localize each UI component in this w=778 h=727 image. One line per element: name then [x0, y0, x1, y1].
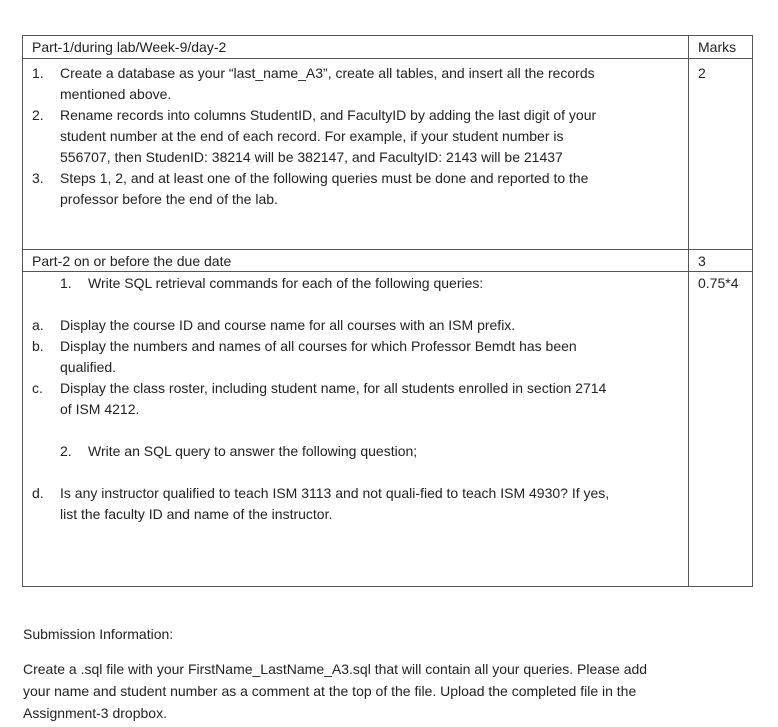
part2-q1-number: 1. — [60, 275, 72, 291]
part1-item-3-line-2: professor before the end of the lab. — [60, 191, 278, 207]
sub-item-b-letter: b. — [32, 338, 44, 354]
sub-item-c-line-2: of ISM 4212. — [60, 401, 140, 417]
part1-item-3-number: 3. — [32, 170, 44, 186]
part1-item-2-line-3: 556707, then StudenID: 38214 will be 382147, and FacultyID: 2143 will be 21437 — [60, 149, 563, 165]
submission-line-2: your name and student number as a comment at the top of the file. Upload the completed file in the — [23, 683, 637, 699]
sub-item-c-line-1: Display the class roster, including student name, for all students enrolled in section 2714 — [60, 380, 607, 396]
marks-column-divider — [688, 35, 689, 587]
part2-header: Part-2 on or before the due date — [32, 253, 232, 269]
part1-header-divider — [22, 58, 753, 59]
table-left-border — [22, 35, 23, 587]
part1-item-1-line-1: Create a database as your “last_name_A3”, create all tables, and insert all the records — [60, 65, 595, 81]
part1-header: Part-1/during lab/Week-9/day-2 — [32, 39, 227, 55]
submission-line-3: Assignment-3 dropbox. — [23, 705, 167, 721]
part1-item-2-number: 2. — [32, 107, 44, 123]
sub-item-d-line-2: list the faculty ID and name of the instructor. — [60, 506, 333, 522]
sub-item-a-line-1: Display the course ID and course name for all courses with an ISM prefix. — [60, 317, 516, 333]
part2-marks-total: 3 — [698, 253, 706, 269]
sub-item-b-line-2: qualified. — [60, 359, 117, 375]
sub-item-a-letter: a. — [32, 317, 44, 333]
submission-line-1: Create a .sql file with your FirstName_LastName_A3.sql that will contain all your queries. Please add — [23, 661, 648, 677]
part2-q1-text: Write SQL retrieval commands for each of the following queries: — [88, 275, 484, 291]
part1-item-2-line-1: Rename records into columns StudentID, and FacultyID by adding the last digit of your — [60, 107, 597, 123]
sub-item-c-letter: c. — [32, 380, 43, 396]
submission-heading: Submission Information: — [23, 626, 174, 642]
table-bottom-border — [22, 586, 753, 587]
sub-item-b-line-1: Display the numbers and names of all courses for which Professor Bemdt has been — [60, 338, 577, 354]
part1-item-1-line-2: mentioned above. — [60, 86, 172, 102]
part2-q2-number: 2. — [60, 443, 72, 459]
marks-header: Marks — [698, 39, 737, 55]
part1-item-3-line-1: Steps 1, 2, and at least one of the following queries must be done and reported to the — [60, 170, 589, 186]
part2-marks-each: 0.75*4 — [698, 275, 739, 291]
sub-item-d-line-1: Is any instructor qualified to teach ISM 3113 and not quali-fied to teach ISM 4930? If yes, — [60, 485, 610, 501]
table-top-border — [22, 35, 753, 36]
part2-q2-text: Write an SQL query to answer the following question; — [88, 443, 418, 459]
part1-item-1-number: 1. — [32, 65, 44, 81]
table-right-border — [752, 35, 753, 587]
part-divider — [22, 249, 753, 250]
part1-item-2-line-2: student number at the end of each record. For example, if your student number is — [60, 128, 564, 144]
sub-item-d-letter: d. — [32, 485, 44, 501]
part1-marks: 2 — [698, 65, 706, 81]
